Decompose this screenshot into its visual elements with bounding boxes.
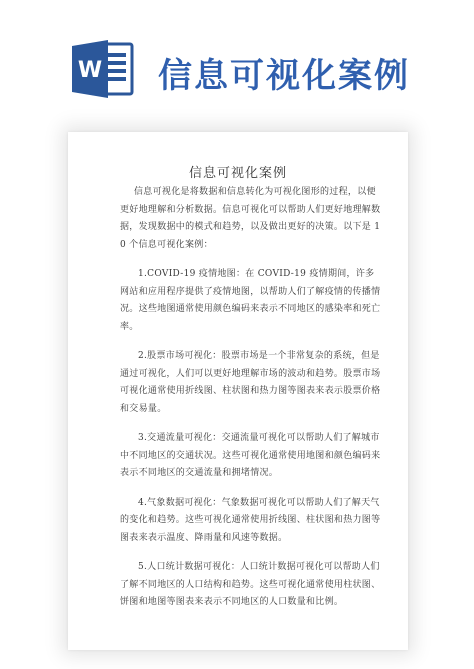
header-banner bbox=[0, 0, 474, 118]
paragraph-intro: 信息可视化是将数据和信息转化为可视化图形的过程，以便更好地理解和分析数据。信息可视化可以帮助人们更好地理解数据，发现数据中的模式和趋势，以及做出更好的决策。以下是 10 个信息可视化案例： bbox=[120, 187, 381, 250]
word-logo-letter: W bbox=[77, 58, 103, 83]
document-page bbox=[68, 132, 408, 650]
paragraph-case-3: 3.交通流量可视化：交通流量可视化可以帮助人们了解城市中不同地区的交通状况。这些可视化通常使用地图和颜色编码来表示不同地区的交通流量和拥堵情况。 bbox=[120, 433, 381, 478]
paragraph-case-4: 4.气象数据可视化：气象数据可视化可以帮助人们了解天气的变化和趋势。这些可视化通常使用折线图、柱状图和热力图等图表来表示温度、降雨量和风速等数据。 bbox=[120, 497, 381, 543]
word-icon bbox=[70, 38, 136, 100]
paragraph-case-1: 1.COVID-19 疫情地图：在 COVID-19 疫情期间，许多网站和应用程序提供了疫情地图，以帮助人们了解疫情的传播情况。这些地图通常使用颜色编码来表示不同地区的感染率和死亡率。 bbox=[120, 269, 381, 332]
document-title: 信息可视化案例 bbox=[188, 166, 287, 181]
header-title: 信息可视化案例 bbox=[158, 56, 410, 96]
paragraph-case-2: 2.股票市场可视化：股票市场是一个非常复杂的系统，但是通过可视化，人们可以更好地理解市场的波动和趋势。股票市场可视化通常使用折线图、柱状图和热力图等图表来表示股票价格和交易量。 bbox=[120, 351, 381, 414]
document-body bbox=[120, 184, 382, 612]
paragraph-case-5: 5.人口统计数据可视化：人口统计数据可视化可以帮助人们了解不同地区的人口结构和趋势。这些可视化通常使用柱状图、饼图和地图等图表来表示不同地区的人口数量和比例。 bbox=[120, 562, 381, 607]
